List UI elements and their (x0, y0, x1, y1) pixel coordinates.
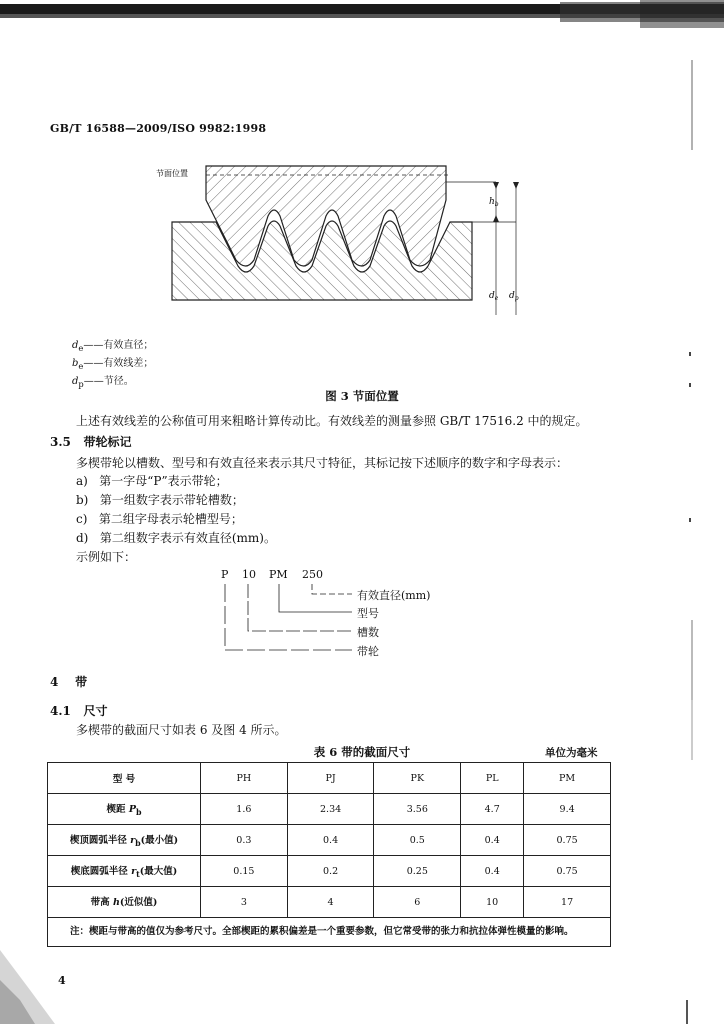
marking-leader-lines (215, 580, 365, 660)
section-3-5-heading: 3.5 带轮标记 (50, 435, 132, 449)
list-item-c: c) 第二组字母表示轮槽型号； (76, 512, 243, 526)
pitch-line-label: 节面位置 (156, 169, 188, 178)
legend-item-be: $b_e——$有效线差； (72, 358, 154, 371)
row-label-root-radius: 楔底圆弧半径 $r_t$(最大值) (48, 856, 201, 887)
table-cell: 0.2 (287, 856, 374, 887)
dp-label: $d_p$ (509, 291, 519, 302)
table-cell: 6 (374, 887, 461, 918)
section-3-5-intro: 多楔带轮以槽数、型号和有效直径来表示其尺寸特征，其标记按下述顺序的数字和字母表示： (76, 456, 569, 470)
table-row (48, 856, 611, 887)
example-intro: 示例如下： (76, 550, 137, 564)
table-cell: 9.4 (524, 794, 611, 825)
section-4-heading: 4 带 (50, 675, 88, 689)
marking-code-type: PM (269, 568, 288, 581)
table-cell: 4.7 (461, 794, 524, 825)
legend-item-dp: $d_p——$节径。 (72, 376, 134, 389)
marking-label-pulley: 带轮 (357, 645, 379, 658)
marking-code-diameter: 250 (302, 568, 323, 581)
list-item-b: b) 第一组数字表示带轮槽数； (76, 493, 244, 507)
legend-item-de: $d_e——$有效直径； (72, 340, 154, 353)
row-label-belt-height: 带高 h(近似值) (48, 887, 201, 918)
table-cell: 0.15 (201, 856, 288, 887)
section-4-1-heading: 4.1 尺寸 (50, 704, 108, 718)
table-cell: 0.5 (374, 825, 461, 856)
hb-label: $h_b$ (489, 197, 499, 208)
marking-label-grooves: 槽数 (357, 626, 379, 639)
section-4-1-text: 多楔带的截面尺寸如表 6 及图 4 所示。 (76, 723, 287, 737)
table-cell: 2.34 (287, 794, 374, 825)
table-col-pj: PJ (287, 763, 374, 794)
table-row (48, 887, 611, 918)
table-col-pk: PK (374, 763, 461, 794)
marking-code-p: P (221, 568, 229, 581)
table-cell: 3.56 (374, 794, 461, 825)
figure-caption: 图 3 节面位置 (325, 389, 399, 403)
marking-label-diameter: 有效直径(mm) (357, 589, 431, 602)
table-row (48, 825, 611, 856)
page-number: 4 (58, 974, 66, 987)
table-cell: 0.4 (461, 856, 524, 887)
paragraph-effective-line-difference: 上述有效线差的公称值可用来粗略计算传动比。有效线差的测量参照 GB/T 17516.2 中的规定。 (76, 414, 588, 428)
table-cell: 10 (461, 887, 524, 918)
table-cell: 4 (287, 887, 374, 918)
scan-artifact-top (0, 0, 724, 28)
table-cell: 1.6 (201, 794, 288, 825)
scan-edge-marks (680, 0, 724, 1024)
table-header-row (48, 763, 611, 794)
list-item-d: d) 第二组数字表示有效直径(mm)。 (76, 531, 276, 545)
list-item-a: a) 第一字母“P”表示带轮； (76, 474, 228, 488)
pitch-line-diagram (150, 160, 530, 320)
table-header-label: 型 号 (48, 763, 201, 794)
table-col-ph: PH (201, 763, 288, 794)
table-cell: 17 (524, 887, 611, 918)
marking-code-grooves: 10 (242, 568, 256, 581)
table-cell: 0.3 (201, 825, 288, 856)
table-cell: 0.4 (461, 825, 524, 856)
table-cell: 0.75 (524, 856, 611, 887)
table-unit: 单位为毫米 (545, 747, 598, 759)
row-label-rib-spacing: 楔距 $P_b$ (48, 794, 201, 825)
table-cell: 0.25 (374, 856, 461, 887)
table-cell: 3 (201, 887, 288, 918)
belt-section-dimensions-table (47, 762, 611, 947)
table-cell: 0.4 (287, 825, 374, 856)
table-col-pl: PL (461, 763, 524, 794)
document-header: GB/T 16588—2009/ISO 9982:1998 (50, 122, 267, 135)
table-col-pm: PM (524, 763, 611, 794)
table-cell: 0.75 (524, 825, 611, 856)
table-note-row (48, 918, 611, 947)
de-label: $d_e$ (489, 291, 499, 302)
table-note: 注：楔距与带高的值仅为参考尺寸。全部楔距的累积偏差是一个重要参数，但它常受带的张力和抗拉体弹性模量的影响。 (48, 918, 611, 947)
marking-label-type: 型号 (357, 607, 379, 620)
table-row (48, 794, 611, 825)
table-caption: 表 6 带的截面尺寸 (313, 745, 411, 759)
row-label-tip-radius: 楔顶圆弧半径 $r_b$(最小值) (48, 825, 201, 856)
